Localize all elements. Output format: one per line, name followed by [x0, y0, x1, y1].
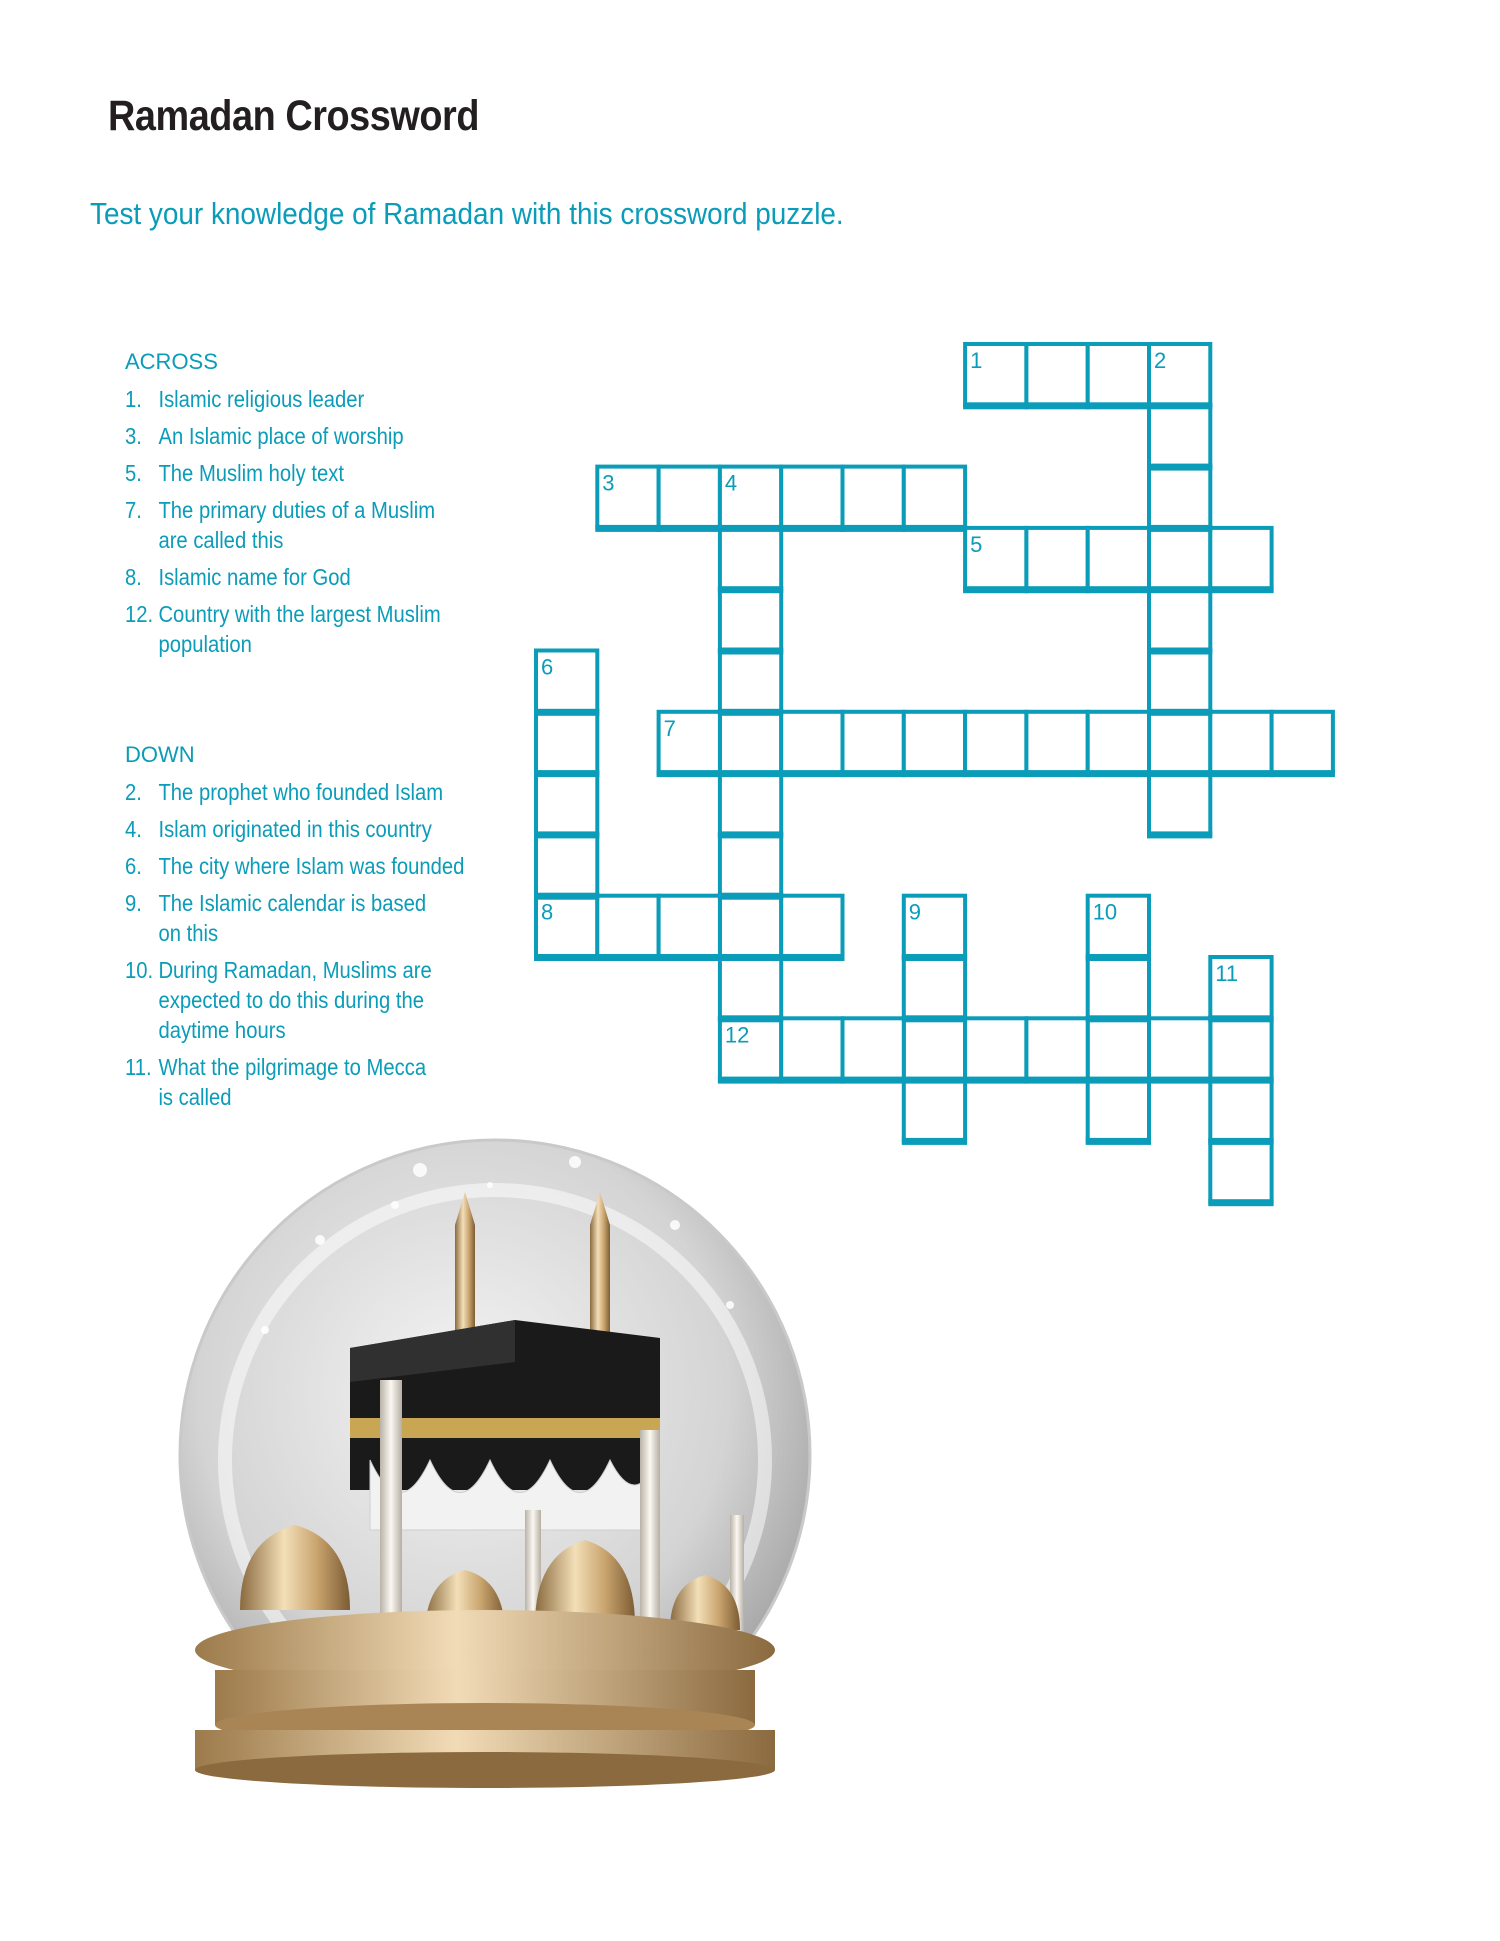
clue-number: 2. [125, 779, 142, 805]
cell-bottom-bar [718, 954, 783, 961]
crossword-cell[interactable] [1210, 1018, 1271, 1079]
cell-bottom-bar [718, 525, 783, 532]
cell-bottom-bar [1147, 525, 1212, 532]
crossword-cell[interactable] [1210, 712, 1271, 773]
crossword-cell[interactable] [1149, 467, 1210, 528]
cell-bottom-bar [1147, 402, 1212, 409]
clue-number: 8. [125, 564, 142, 590]
cell-bottom-bar [779, 525, 844, 532]
crossword-cell[interactable] [1088, 528, 1149, 589]
cell-bottom-bar [1086, 1077, 1151, 1084]
crossword-cell[interactable] [1026, 1018, 1087, 1079]
clue-number: 12. [125, 601, 154, 627]
cell-bottom-bar [963, 1077, 1028, 1084]
cell-bottom-bar [902, 525, 967, 532]
crossword-cell[interactable] [720, 712, 781, 773]
cell-bottom-bar [841, 1077, 906, 1084]
crossword-cell[interactable] [1149, 773, 1210, 834]
clue-number-label: 1 [970, 348, 983, 373]
clue-number-label: 4 [724, 470, 738, 496]
cell-bottom-bar [1086, 1138, 1151, 1145]
crossword-cell[interactable] [720, 528, 781, 589]
clue-text: During Ramadan, Muslims are expected to do this during the daytime hours [158, 957, 432, 1043]
cell-bottom-bar [1208, 770, 1273, 777]
crossword-cell[interactable] [720, 957, 781, 1018]
crossword-cell[interactable] [781, 896, 842, 957]
cell-bottom-bar [534, 893, 599, 900]
crossword-cell[interactable] [659, 896, 720, 957]
cell-bottom-bar [1147, 709, 1212, 716]
crossword-cell[interactable] [904, 1080, 965, 1141]
cell-bottom-bar [534, 770, 599, 777]
crossword-cell[interactable] [536, 773, 597, 834]
cell-bottom-bar [1208, 1015, 1273, 1022]
crossword-cell[interactable] [720, 651, 781, 712]
cell-bottom-bar [902, 954, 967, 961]
clue-text: The Muslim holy text [158, 460, 345, 486]
clue-number-label: 7 [663, 715, 676, 741]
cell-bottom-bar [1208, 1199, 1273, 1206]
cell-bottom-bar [1147, 464, 1212, 471]
crossword-cell[interactable] [1026, 528, 1087, 589]
crossword-cell[interactable] [843, 1018, 904, 1079]
cell-bottom-bar [1024, 402, 1089, 409]
crossword-cell[interactable] [1026, 344, 1087, 405]
clue-text: The primary duties of a Muslim are called this [158, 497, 436, 553]
clue-number: 6. [125, 853, 142, 879]
crossword-cell[interactable] [1088, 344, 1149, 405]
clue-text: Country with the largest Muslim population [158, 601, 441, 657]
clue-number-label: 9 [908, 899, 922, 925]
page-title: Ramadan Crossword [108, 92, 480, 140]
cell-bottom-bar [657, 770, 722, 777]
crossword-cell[interactable] [1149, 405, 1210, 466]
clue-number: 7. [125, 497, 142, 523]
crossword-cell[interactable] [720, 834, 781, 895]
clue-number-label: 12 [724, 1022, 750, 1048]
crossword-cell[interactable] [904, 467, 965, 528]
crossword-cell[interactable] [720, 773, 781, 834]
crossword-cell[interactable] [1210, 1141, 1271, 1202]
crossword-cell[interactable] [1026, 712, 1087, 773]
clue-text: The prophet who founded Islam [158, 779, 444, 805]
cell-bottom-bar [534, 954, 599, 961]
cell-bottom-bar [1208, 586, 1273, 593]
globe-base [195, 1610, 775, 1788]
crossword-cell[interactable] [843, 712, 904, 773]
crossword-cell[interactable] [1149, 589, 1210, 650]
cell-bottom-bar [841, 525, 906, 532]
crossword-cell[interactable] [720, 589, 781, 650]
cell-bottom-bar [902, 770, 967, 777]
cell-bottom-bar [534, 831, 599, 838]
crossword-cell[interactable] [536, 712, 597, 773]
crossword-cell[interactable] [1149, 651, 1210, 712]
cell-bottom-bar [1147, 831, 1212, 838]
crossword-cell[interactable] [659, 467, 720, 528]
down-heading: DOWN [125, 742, 195, 767]
crossword-cell[interactable] [1149, 528, 1210, 589]
crossword-cell[interactable] [1088, 957, 1149, 1018]
cell-bottom-bar [963, 402, 1028, 409]
clue-number-label: 8 [541, 899, 554, 925]
clue-number-label: 11 [1215, 961, 1239, 986]
cell-bottom-bar [779, 1077, 844, 1084]
cell-bottom-bar [963, 770, 1028, 777]
cell-bottom-bar [902, 1138, 967, 1145]
cell-bottom-bar [1270, 770, 1335, 777]
cell-bottom-bar [1024, 1077, 1089, 1084]
clue-number: 5. [125, 460, 142, 486]
crossword-cell[interactable] [536, 834, 597, 895]
clue-text: The Islamic calendar is based on this [158, 890, 427, 946]
cell-bottom-bar [718, 648, 783, 655]
cell-bottom-bar [718, 893, 783, 900]
cell-bottom-bar [1147, 1077, 1212, 1084]
clue-number: 10. [125, 957, 154, 983]
cell-bottom-bar [718, 586, 783, 593]
clue-number: 4. [125, 816, 142, 842]
clue-number-label: 10 [1092, 899, 1118, 925]
page-subtitle: Test your knowledge of Ramadan with this crossword puzzle. [90, 196, 844, 231]
cell-bottom-bar [841, 770, 906, 777]
cell-bottom-bar [718, 1077, 783, 1084]
clue-number-label: 3 [602, 470, 615, 496]
cell-bottom-bar [1086, 402, 1151, 409]
clue-number-label: 2 [1154, 348, 1167, 373]
crossword-cell[interactable] [904, 712, 965, 773]
cell-bottom-bar [1086, 586, 1151, 593]
clue-number-label: 6 [541, 654, 554, 680]
crossword-cell[interactable] [1149, 712, 1210, 773]
crossword-cell[interactable] [904, 957, 965, 1018]
crossword-cell[interactable] [1149, 1018, 1210, 1079]
clue-number: 1. [125, 386, 142, 412]
crossword-cell[interactable] [965, 1018, 1026, 1079]
cell-bottom-bar [1086, 954, 1151, 961]
cell-bottom-bar [779, 770, 844, 777]
crossword-cell[interactable] [1088, 1018, 1149, 1079]
cell-bottom-bar [779, 954, 844, 961]
clue-text: Islamic name for God [158, 564, 351, 590]
cell-bottom-bar [595, 525, 660, 532]
across-heading: ACROSS [125, 349, 218, 374]
crossword-cell[interactable] [904, 1018, 965, 1079]
crossword-cell[interactable] [1272, 712, 1333, 773]
cell-bottom-bar [1208, 1138, 1273, 1145]
crossword-cell[interactable] [597, 896, 658, 957]
clue-text: Islam originated in this country [158, 816, 432, 842]
cell-bottom-bar [657, 525, 722, 532]
cell-bottom-bar [902, 1015, 967, 1022]
clue-number: 9. [125, 890, 142, 916]
cell-bottom-bar [718, 770, 783, 777]
cell-bottom-bar [1024, 770, 1089, 777]
crossword-cell[interactable] [1088, 1080, 1149, 1141]
crossword-cell[interactable] [781, 712, 842, 773]
cell-bottom-bar [1086, 1015, 1151, 1022]
cell-bottom-bar [1024, 586, 1089, 593]
clue-number: 11. [125, 1054, 152, 1080]
cell-bottom-bar [718, 1015, 783, 1022]
cell-bottom-bar [595, 954, 660, 961]
crossword-cell[interactable] [1210, 528, 1271, 589]
cell-bottom-bar [1208, 1077, 1273, 1084]
crossword-cell[interactable] [965, 712, 1026, 773]
clue-text: An Islamic place of worship [158, 423, 404, 449]
clue-text: Islamic religious leader [158, 386, 365, 412]
clue-number: 3. [125, 423, 142, 449]
clue-text: What the pilgrimage to Mecca is called [158, 1054, 427, 1110]
crossword-cell[interactable] [781, 467, 842, 528]
crossword-cell[interactable] [720, 896, 781, 957]
crossword-cell[interactable] [843, 467, 904, 528]
cell-bottom-bar [963, 586, 1028, 593]
snow-globe-kaaba-illustration [170, 1130, 820, 1800]
cell-bottom-bar [1147, 648, 1212, 655]
crossword-cell[interactable] [1088, 712, 1149, 773]
clue-number-label: 5 [970, 531, 983, 557]
clue-text: The city where Islam was founded [158, 853, 465, 879]
cell-bottom-bar [1086, 770, 1151, 777]
cell-bottom-bar [1147, 586, 1212, 593]
cell-bottom-bar [534, 709, 599, 716]
cell-bottom-bar [718, 831, 783, 838]
cell-bottom-bar [657, 954, 722, 961]
cell-bottom-bar [718, 709, 783, 716]
crossword-cell[interactable] [1210, 1080, 1271, 1141]
cell-bottom-bar [1147, 770, 1212, 777]
cell-bottom-bar [902, 1077, 967, 1084]
crossword-cell[interactable] [781, 1018, 842, 1079]
